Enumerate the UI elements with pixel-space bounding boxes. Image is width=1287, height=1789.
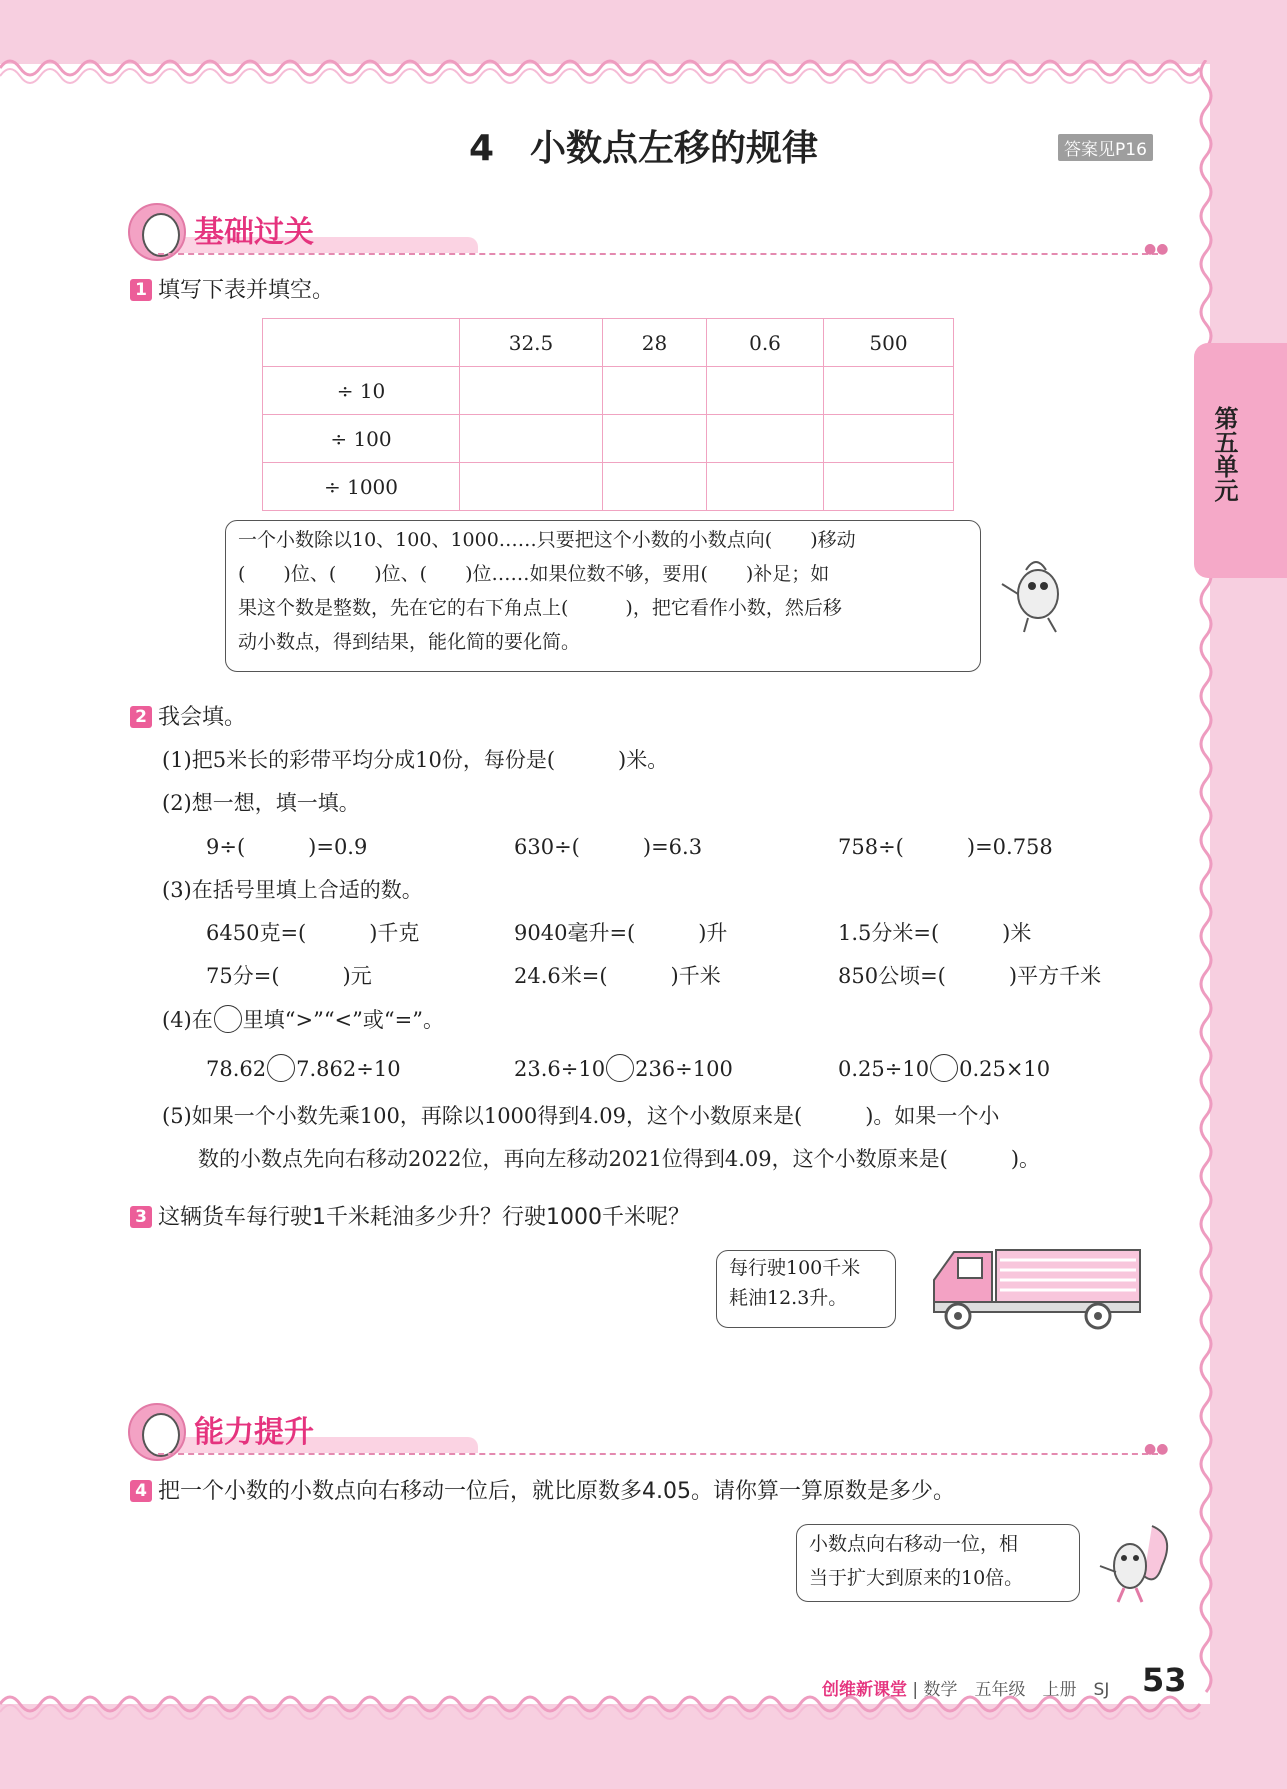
row-label: ÷ 100 xyxy=(263,415,460,463)
answer-cell[interactable] xyxy=(603,415,707,463)
q2-part2-item: 758÷( )=0.758 xyxy=(838,835,1053,859)
footer-separator: | xyxy=(907,1680,924,1700)
question-number: 2 xyxy=(130,706,152,728)
question-prompt: 把一个小数的小数点向右移动一位后，就比原数多4.05。请你算一算原数是多少。 xyxy=(158,1479,955,1504)
table-header-cell: 0.6 xyxy=(707,319,824,367)
question-2 xyxy=(130,700,246,731)
cartoon-character-icon xyxy=(996,548,1082,636)
compare-circle-icon[interactable] xyxy=(930,1054,958,1082)
answer-cell[interactable] xyxy=(460,415,603,463)
bubble-line: 一个小数除以10、100、1000……只要把这个小数的小数点向( )移动 xyxy=(238,529,856,551)
bubble-line: 动小数点，得到结果，能化简的要化简。 xyxy=(238,631,581,653)
q2-part5-line2: 数的小数点先向右移动2022位，再向左移动2021位得到4.09，这个小数原来是( )。 xyxy=(198,1147,1041,1171)
row-label: ÷ 10 xyxy=(263,367,460,415)
bubble-line: 当于扩大到原来的10倍。 xyxy=(809,1567,1024,1589)
table-header-row xyxy=(263,319,954,367)
q2-part2-item: 9÷( )=0.9 xyxy=(206,835,368,859)
question-number: 1 xyxy=(130,279,152,301)
q2-part3-item: 850公顷=( )平方千米 xyxy=(838,964,1102,988)
compare-left: 23.6÷10 xyxy=(514,1057,606,1081)
table-header-cell: 32.5 xyxy=(460,319,603,367)
table-header-cell: 28 xyxy=(603,319,707,367)
right-wave-border xyxy=(1194,60,1218,1710)
q2-part2: (2)想一想，填一填。 xyxy=(162,791,360,815)
q2-part3-item: 9040毫升=( )升 xyxy=(514,921,728,945)
question-prompt: 这辆货车每行驶1千米耗油多少升？行驶1000千米呢？ xyxy=(158,1205,690,1230)
compare-left: 78.62 xyxy=(206,1057,267,1081)
answer-cell[interactable] xyxy=(824,463,954,511)
footer-brand: 创维新课堂 xyxy=(822,1680,907,1700)
question-number: 3 xyxy=(130,1206,152,1228)
q2-part1: (1)把5米长的彩带平均分成10份，每份是( )米。 xyxy=(162,748,669,772)
compare-left: 0.25÷10 xyxy=(838,1057,930,1081)
compare-item xyxy=(838,1054,1050,1082)
answer-cell[interactable] xyxy=(460,367,603,415)
section-divider xyxy=(158,1453,1158,1455)
answer-cell[interactable] xyxy=(603,463,707,511)
q2-part4-suffix: 里填“>”“<”或“=”。 xyxy=(242,1008,444,1032)
q2-part3-item: 1.5分米=( )米 xyxy=(838,921,1032,945)
bubble-line: 耗油12.3升。 xyxy=(729,1287,848,1309)
footer-subject: 数学 五年级 上册 SJ xyxy=(923,1680,1110,1700)
row-label: ÷ 1000 xyxy=(263,463,460,511)
section-title: 能力提升 xyxy=(194,1415,314,1450)
q2-part3-item: 6450克=( )千克 xyxy=(206,921,420,945)
bubble-line: 每行驶100千米 xyxy=(729,1257,861,1279)
compare-circle-icon[interactable] xyxy=(267,1054,295,1082)
answer-reference-badge: 答案见P16 xyxy=(1058,134,1153,161)
answer-cell[interactable] xyxy=(824,367,954,415)
q2-part3: (3)在括号里填上合适的数。 xyxy=(162,878,423,902)
answer-cell[interactable] xyxy=(603,367,707,415)
compare-item xyxy=(514,1054,733,1082)
question-3 xyxy=(130,1200,690,1231)
q2-part3-item: 75分=( )元 xyxy=(206,964,372,988)
q2-part2-item: 630÷( )=6.3 xyxy=(514,835,703,859)
q2-part5-line1: (5)如果一个小数先乘100，再除以1000得到4.09，这个小数原来是( )。如果一个小 xyxy=(162,1104,1000,1128)
unit-tab-label: 第五单元 xyxy=(1210,406,1238,502)
page-title: 4 小数点左移的规律 xyxy=(468,128,819,169)
top-wave-border xyxy=(0,48,1287,88)
compare-right: 7.862÷10 xyxy=(296,1057,401,1081)
q2-part4-prefix: (4)在 xyxy=(162,1008,213,1032)
section-header-advanced xyxy=(128,1403,1174,1459)
table-row xyxy=(263,367,954,415)
page-number: 53 xyxy=(1142,1661,1187,1699)
compare-item xyxy=(206,1054,401,1082)
hint-speech-bubble xyxy=(796,1524,1080,1602)
answer-cell[interactable] xyxy=(707,367,824,415)
bubble-line: ( )位、( )位、( )位……如果位数不够，要用( )补足；如 xyxy=(238,563,830,585)
section-header-basic xyxy=(128,203,1174,259)
answer-cell[interactable] xyxy=(707,415,824,463)
question-number: 4 xyxy=(130,1480,152,1502)
rule-speech-bubble xyxy=(225,520,981,672)
answer-cell[interactable] xyxy=(824,415,954,463)
question-prompt: 我会填。 xyxy=(158,705,247,730)
answer-cell[interactable] xyxy=(460,463,603,511)
answer-cell[interactable] xyxy=(707,463,824,511)
compare-circle-icon[interactable] xyxy=(606,1054,634,1082)
answer-table xyxy=(262,318,954,511)
truck-speech-bubble xyxy=(716,1250,896,1328)
table-header-cell: 500 xyxy=(824,319,954,367)
question-prompt: 填写下表并填空。 xyxy=(158,278,335,303)
q2-part4 xyxy=(162,1004,444,1034)
section-title: 基础过关 xyxy=(194,215,314,250)
table-header-cell xyxy=(263,319,460,367)
dots-decoration: ●● xyxy=(1144,241,1169,257)
dots-decoration: ●● xyxy=(1144,1441,1169,1457)
compare-right: 0.25×10 xyxy=(959,1057,1051,1081)
truck-icon xyxy=(928,1244,1144,1332)
table-row xyxy=(263,415,954,463)
compare-circle-icon[interactable] xyxy=(214,1005,242,1033)
q2-part3-item: 24.6米=( )千米 xyxy=(514,964,721,988)
bubble-line: 果这个数是整数，先在它的右下角点上( )，把它看作小数，然后移 xyxy=(238,597,842,619)
squirrel-character-icon xyxy=(1096,1516,1176,1606)
question-4 xyxy=(130,1474,955,1505)
question-1 xyxy=(130,273,334,304)
compare-right: 236÷100 xyxy=(635,1057,733,1081)
section-divider xyxy=(158,253,1158,255)
bubble-line: 小数点向右移动一位，相 xyxy=(809,1533,1019,1555)
footer-info xyxy=(822,1675,1109,1700)
table-row xyxy=(263,463,954,511)
